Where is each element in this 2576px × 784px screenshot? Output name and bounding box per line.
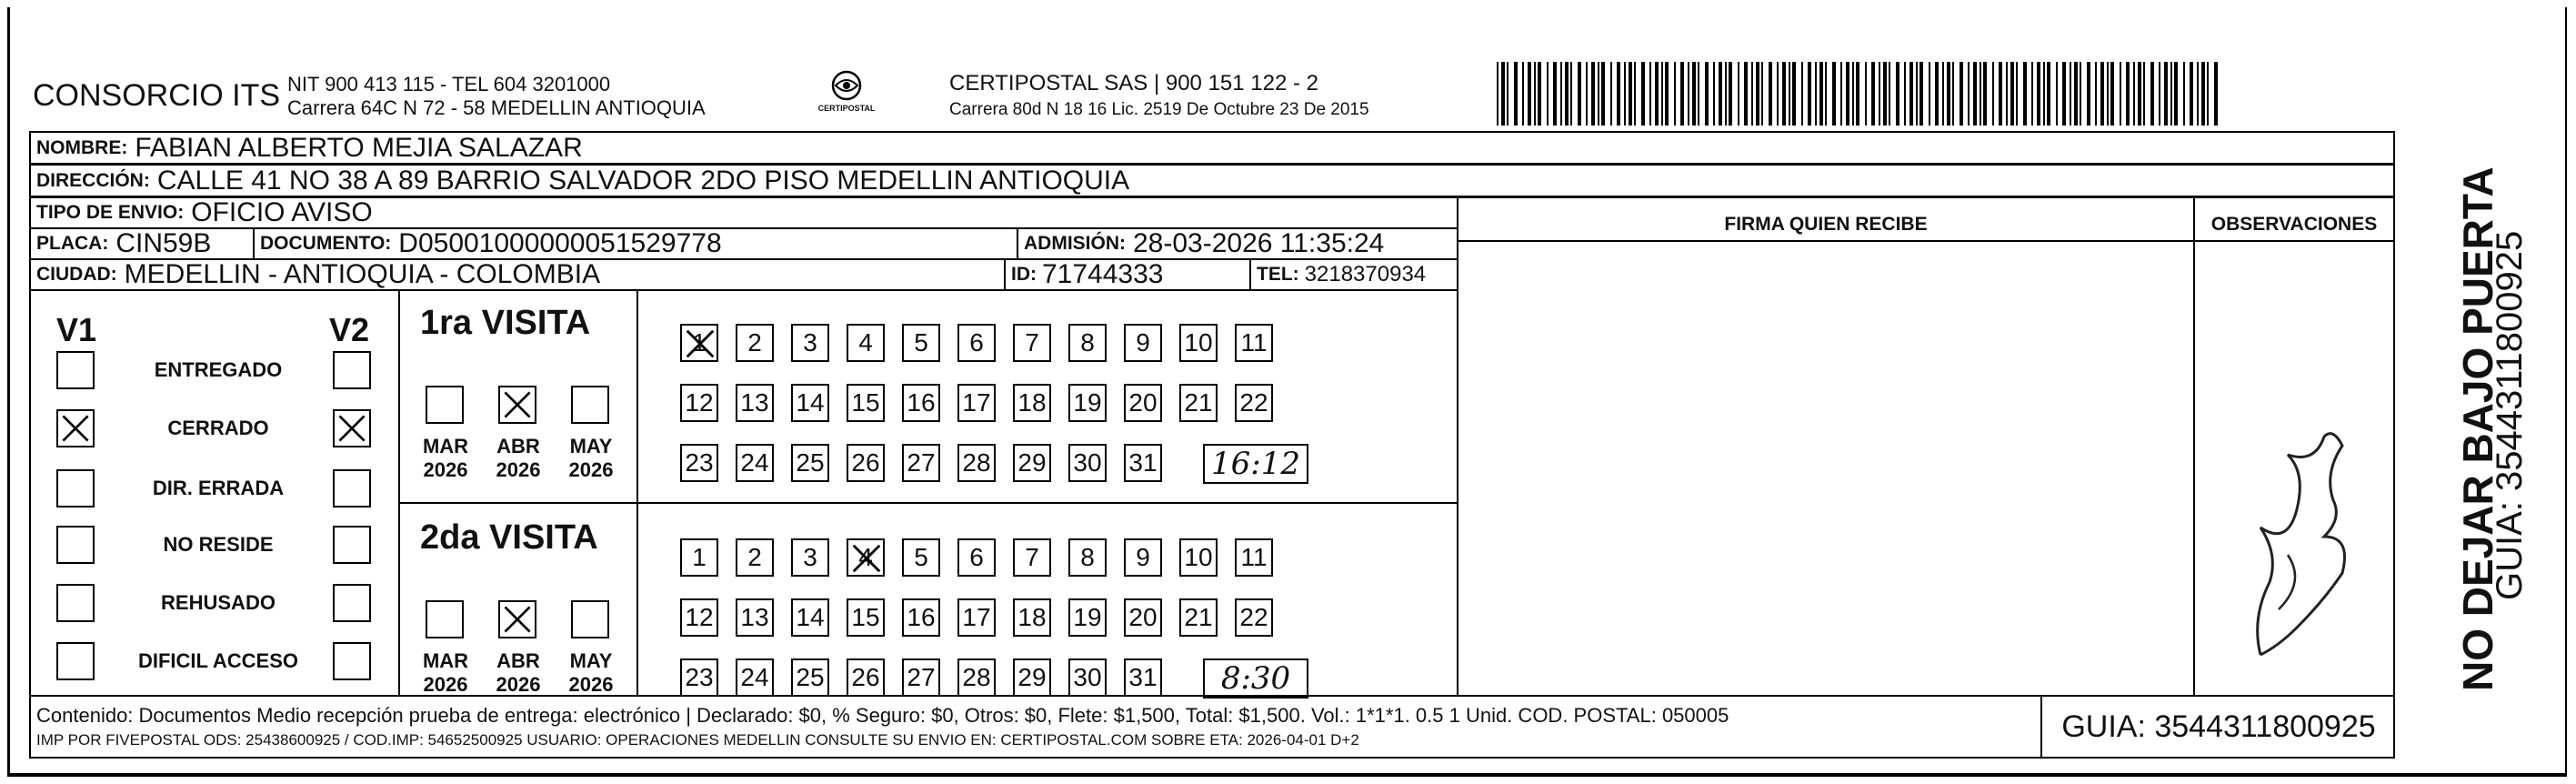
status-v1-checkbox[interactable] <box>56 526 95 564</box>
visits-column-divider <box>636 289 638 697</box>
barcode-bar <box>1999 62 2002 126</box>
month-checkbox[interactable] <box>426 600 464 638</box>
barcode-bar <box>2133 62 2135 126</box>
day-box[interactable]: 25 <box>791 444 829 482</box>
barcode-bar <box>1744 62 1748 126</box>
barcode-bar <box>1570 62 1572 126</box>
barcode-bar <box>1769 62 1772 126</box>
firma-label: FIRMA QUIEN RECIBE <box>1457 211 2195 242</box>
day-box[interactable]: 7 <box>1013 324 1051 362</box>
day-box[interactable]: 26 <box>847 444 885 482</box>
day-box[interactable]: 25 <box>791 658 829 697</box>
barcode-bar <box>1688 62 1689 126</box>
day-box[interactable]: 2 <box>736 538 774 577</box>
barcode-bar <box>1565 62 1569 126</box>
barcode-bar <box>1871 62 1875 126</box>
v2-label: V2 <box>329 311 370 348</box>
day-box[interactable]: 24 <box>736 658 774 697</box>
day-box[interactable]: 1 <box>680 324 718 362</box>
status-label: ENTREGADO <box>154 358 283 381</box>
barcode-bar <box>1832 62 1836 126</box>
barcode-bar <box>1968 62 1970 126</box>
barcode-bar <box>1952 62 1954 126</box>
day-box[interactable]: 8 <box>1068 324 1107 362</box>
handwritten-time: 16:12 <box>1203 444 1308 484</box>
company-name: CONSORCIO ITS <box>33 78 281 113</box>
month-checkbox[interactable] <box>498 600 536 638</box>
barcode-bar <box>2164 62 2168 126</box>
day-box[interactable]: 31 <box>1124 444 1162 482</box>
day-box[interactable]: 28 <box>957 658 996 697</box>
day-box[interactable]: 1 <box>680 538 718 577</box>
status-label: DIFICIL ACCESO <box>137 649 298 672</box>
barcode-bar <box>2150 62 2154 126</box>
status-v2-checkbox[interactable] <box>333 409 371 447</box>
month-year: 2026 <box>496 673 541 696</box>
day-box[interactable]: 5 <box>902 324 940 362</box>
barcode-bar <box>1983 62 1987 126</box>
barcode-bar <box>2047 62 2050 126</box>
barcode-bar <box>1586 62 1588 126</box>
month-name: MAR <box>422 649 469 672</box>
footer-line1: Contenido: Documentos Medio recepción prueba de entrega: electrónico | Declarado: $0, % Seguro: $0, Otros: $0, Flete: $1,500, Total: $1,500. Vol.: 1*1*1. 0.5 1 Unid. COD. POSTAL: 050005 <box>36 704 1729 727</box>
barcode-bar <box>1960 62 1963 126</box>
day-box[interactable]: 14 <box>791 598 829 637</box>
tel-value: 3218370934 <box>1304 262 1427 286</box>
barcode-bar <box>1929 62 1930 126</box>
footer-guia: GUIA: 3544311800925 <box>2040 695 2395 759</box>
month-checkbox[interactable] <box>571 386 609 424</box>
day-box[interactable]: 9 <box>1124 324 1162 362</box>
barcode-bar <box>1719 62 1722 126</box>
day-box[interactable]: 20 <box>1124 384 1162 422</box>
carrier-name: CERTIPOSTAL SAS | 900 151 122 - 2 <box>949 71 1318 95</box>
barcode-bar <box>1649 62 1651 126</box>
barcode-bar <box>1761 62 1763 126</box>
barcode-bar <box>2006 62 2008 126</box>
barcode-bar <box>2190 62 2193 126</box>
barcode-bar <box>1598 62 1599 126</box>
row-ciudad <box>29 258 1458 291</box>
barcode-bar <box>2201 62 2205 126</box>
day-box[interactable]: 27 <box>902 658 940 697</box>
day-box[interactable]: 17 <box>957 384 996 422</box>
day-box[interactable]: 22 <box>1235 598 1273 637</box>
status-v1-checkbox[interactable] <box>56 351 95 389</box>
barcode-bar <box>1514 62 1518 126</box>
row-placa <box>29 227 1458 260</box>
status-v1-checkbox[interactable] <box>56 469 95 508</box>
barcode-bar <box>1578 62 1581 126</box>
day-box[interactable]: 6 <box>957 324 996 362</box>
barcode-bar <box>1947 62 1950 126</box>
day-box[interactable]: 10 <box>1179 324 1218 362</box>
status-v2-checkbox[interactable] <box>333 351 371 389</box>
barcode-bar <box>1751 62 1753 126</box>
barcode-bar <box>1865 62 1867 126</box>
status-v2-checkbox[interactable] <box>333 584 371 622</box>
barcode-bar <box>1713 62 1715 126</box>
barcode-bar <box>2126 62 2130 126</box>
status-v2-checkbox[interactable] <box>333 526 371 564</box>
barcode-bar <box>2023 62 2027 126</box>
barcode-bar <box>2016 62 2018 126</box>
day-box[interactable]: 16 <box>902 598 940 637</box>
barcode-bar <box>2062 62 2066 126</box>
barcode-bar <box>1497 62 1498 126</box>
month-label <box>489 435 547 482</box>
barcode-bar <box>2080 62 2081 126</box>
day-box[interactable]: 9 <box>1124 538 1162 577</box>
status-v2-checkbox[interactable] <box>333 469 371 508</box>
barcode-bar <box>1819 62 1823 126</box>
barcode-bar <box>1680 62 1684 126</box>
certipostal-logo <box>806 67 887 120</box>
barcode-bar <box>2037 62 2040 126</box>
barcode-bar <box>1610 62 1612 126</box>
barcode-bar <box>1756 62 1759 126</box>
barcode-bar <box>2031 62 2033 126</box>
barcode-bar <box>1846 62 1849 126</box>
day-box[interactable]: 29 <box>1013 658 1051 697</box>
day-box[interactable]: 11 <box>1235 538 1273 577</box>
barcode-bar <box>1591 62 1595 126</box>
day-box[interactable]: 18 <box>1013 384 1051 422</box>
status-v1-checkbox[interactable] <box>56 584 95 622</box>
barcode-bar <box>2070 62 2071 126</box>
day-box[interactable]: 4 <box>847 324 885 362</box>
barcode-bar <box>1792 62 1796 126</box>
direccion-value: CALLE 41 NO 38 A 89 BARRIO SALVADOR 2DO PISO MEDELLIN ANTIOQUIA <box>156 166 1130 196</box>
day-box[interactable]: 7 <box>1013 538 1051 577</box>
day-box[interactable]: 16 <box>902 384 940 422</box>
barcode-bar <box>1624 62 1626 126</box>
barcode-bar <box>1825 62 1827 126</box>
admision-value: 28-03-2026 11:35:24 <box>1133 229 1385 258</box>
month-checkbox[interactable] <box>498 386 536 424</box>
status-label: REHUSADO <box>161 591 276 614</box>
barcode-bar <box>1629 62 1632 126</box>
v1-label: V1 <box>56 311 97 348</box>
row-direccion <box>29 164 2395 197</box>
barcode-bar <box>2056 62 2058 126</box>
day-box[interactable]: 15 <box>847 384 885 422</box>
id-value: 71744333 <box>1042 260 1164 289</box>
barcode-bar <box>1738 62 1739 126</box>
barcode-bar <box>1547 62 1549 126</box>
barcode-bar <box>2207 62 2209 126</box>
day-box[interactable]: 8 <box>1068 538 1107 577</box>
row-nombre <box>29 131 2395 165</box>
barcode-bar <box>2110 62 2114 126</box>
barcode-bar <box>1655 62 1659 126</box>
barcode-bar <box>1916 62 1918 126</box>
barcode-bar <box>1528 62 1531 126</box>
visit-title: 1ra VISITA <box>420 304 591 342</box>
documento-label: DOCUMENTO: <box>260 233 392 254</box>
month-checkbox[interactable] <box>571 600 609 638</box>
footer-line2: IMP POR FIVEPOSTAL ODS: 25438600925 / COD.IMP: 54652500925 USUARIO: OPERACIONES MEDELLIN CONSULTE SU ENVIO EN: CERTIPOSTAL.COM SOBRE ETA: 2026-04-01 D+2 <box>36 731 1359 749</box>
month-label <box>416 649 475 697</box>
documento-value: D05001000000051529778 <box>398 229 722 258</box>
barcode-bar <box>1879 62 1880 126</box>
barcode-bar <box>1782 62 1786 126</box>
month-name: MAR <box>422 435 469 457</box>
tel-label: TEL: <box>1257 264 1299 285</box>
admision-label: ADMISIÓN: <box>1024 233 1126 254</box>
barcode-bar <box>1725 62 1727 126</box>
barcode-bar <box>1617 62 1620 126</box>
tipo-label: TIPO DE ENVIO: <box>36 202 185 223</box>
ciudad-label: CIUDAD: <box>36 264 117 285</box>
day-box[interactable]: 4 <box>847 538 885 577</box>
barcode-bar <box>2143 62 2145 126</box>
day-box[interactable]: 2 <box>736 324 774 362</box>
barcode <box>1497 62 2224 130</box>
barcode-bar <box>1904 62 1906 126</box>
day-box[interactable]: 17 <box>957 598 996 637</box>
barcode-bar <box>2087 62 2090 126</box>
barcode-bar <box>1538 62 1541 126</box>
barcode-bar <box>2138 62 2141 126</box>
month-label <box>562 435 620 482</box>
barcode-bar <box>1889 62 1890 126</box>
handwritten-time: 8:30 <box>1203 658 1308 699</box>
day-box[interactable]: 18 <box>1013 598 1051 637</box>
day-box[interactable]: 3 <box>791 538 829 577</box>
barcode-bar <box>1560 62 1562 126</box>
firma-column <box>1457 196 2195 697</box>
day-box[interactable]: 22 <box>1235 384 1273 422</box>
barcode-bar <box>1942 62 1944 126</box>
month-name: ABR <box>496 649 540 672</box>
status-label: CERRADO <box>167 417 269 439</box>
day-box[interactable]: 5 <box>902 538 940 577</box>
barcode-bar <box>1534 62 1536 126</box>
barcode-bar <box>1634 62 1636 126</box>
status-label: DIR. ERRADA <box>152 477 285 499</box>
barcode-bar <box>1661 62 1663 126</box>
day-box[interactable]: 28 <box>957 444 996 482</box>
row-tipo <box>29 196 1458 229</box>
month-year: 2026 <box>568 673 614 696</box>
month-label <box>489 649 547 697</box>
day-box[interactable]: 19 <box>1068 384 1107 422</box>
barcode-bar <box>2043 62 2045 126</box>
barcode-bar <box>1501 62 1505 126</box>
barcode-bar <box>1856 62 1859 126</box>
day-box[interactable]: 14 <box>791 384 829 422</box>
barcode-bar <box>2107 62 2109 126</box>
month-name: MAY <box>569 435 613 457</box>
barcode-bar <box>1674 62 1676 126</box>
barcode-bar <box>2214 62 2218 126</box>
day-box[interactable]: 13 <box>736 598 774 637</box>
status-label: NO RESIDE <box>163 533 274 556</box>
day-box[interactable]: 6 <box>957 538 996 577</box>
month-label <box>416 435 475 482</box>
logo-text: CERTIPOSTAL <box>817 104 876 113</box>
month-year: 2026 <box>423 458 468 481</box>
id-label: ID: <box>1011 264 1037 285</box>
ciudad-value: MEDELLIN - ANTIOQUIA - COLOMBIA <box>124 260 601 289</box>
day-box[interactable]: 30 <box>1068 658 1107 697</box>
carrier-address: Carrera 80d N 18 16 Lic. 2519 De Octubre 23 De 2015 <box>949 100 1369 119</box>
observaciones-label: OBSERVACIONES <box>2193 211 2395 242</box>
placa-label: PLACA: <box>36 233 109 254</box>
barcode-bar <box>2010 62 2014 126</box>
side-guia: GUIA: 3544311800925 <box>2490 230 2530 600</box>
barcode-bar <box>1692 62 1696 126</box>
day-box[interactable]: 29 <box>1013 444 1051 482</box>
day-box[interactable]: 31 <box>1124 658 1162 697</box>
month-label <box>562 649 620 697</box>
status-v1-checkbox[interactable] <box>56 642 95 680</box>
barcode-bar <box>1909 62 1913 126</box>
barcode-bar <box>1980 62 1981 126</box>
barcode-bar <box>2159 62 2160 126</box>
barcode-bar <box>1840 62 1842 126</box>
day-box[interactable]: 19 <box>1068 598 1107 637</box>
day-box[interactable]: 27 <box>902 444 940 482</box>
month-year: 2026 <box>496 458 541 481</box>
direccion-label: DIRECCIÓN: <box>36 169 150 191</box>
month-year: 2026 <box>568 458 614 481</box>
barcode-bar <box>1801 62 1803 126</box>
barcode-bar <box>2074 62 2078 126</box>
barcode-bar <box>1553 62 1557 126</box>
company-nit: NIT 900 413 115 - TEL 604 3201000 <box>287 73 611 95</box>
side-warning: NO DEJAR BAJO PUERTA <box>2454 166 2501 691</box>
barcode-bar <box>1815 62 1817 126</box>
day-box[interactable]: 23 <box>680 444 718 482</box>
visits-divider <box>398 502 1458 504</box>
visit-title: 2da VISITA <box>420 518 598 557</box>
day-box[interactable]: 11 <box>1235 324 1273 362</box>
barcode-bar <box>2100 62 2104 126</box>
nombre-label: NOMBRE: <box>36 136 128 158</box>
barcode-bar <box>1789 62 1790 126</box>
barcode-bar <box>1852 62 1854 126</box>
nombre-value: FABIAN ALBERTO MEJIA SALAZAR <box>135 133 583 163</box>
barcode-bar <box>1973 62 1977 126</box>
barcode-bar <box>2170 62 2172 126</box>
day-box[interactable]: 15 <box>847 598 885 637</box>
barcode-bar <box>1729 62 1732 126</box>
barcode-bar <box>1883 62 1887 126</box>
day-box[interactable]: 24 <box>736 444 774 482</box>
barcode-bar <box>1896 62 1899 126</box>
day-box[interactable]: 30 <box>1068 444 1107 482</box>
barcode-bar <box>2174 62 2178 126</box>
barcode-bar <box>1777 62 1779 126</box>
month-name: MAY <box>569 649 613 672</box>
month-year: 2026 <box>423 673 468 696</box>
day-box[interactable]: 21 <box>1179 598 1218 637</box>
day-box[interactable]: 12 <box>680 384 718 422</box>
barcode-bar <box>1919 62 1923 126</box>
day-box[interactable]: 20 <box>1124 598 1162 637</box>
barcode-bar <box>1665 62 1669 126</box>
barcode-bar <box>2120 62 2121 126</box>
barcode-bar <box>1507 62 1509 126</box>
month-name: ABR <box>496 435 540 457</box>
status-v1-checkbox[interactable] <box>56 409 95 447</box>
barcode-bar <box>1705 62 1709 126</box>
barcode-bar <box>1935 62 1939 126</box>
day-box[interactable]: 26 <box>847 658 885 697</box>
tipo-value: OFICIO AVISO <box>191 198 373 227</box>
barcode-bar <box>2095 62 2097 126</box>
barcode-bar <box>1601 62 1605 126</box>
day-box[interactable]: 21 <box>1179 384 1218 422</box>
barcode-bar <box>2197 62 2199 126</box>
day-box[interactable]: 12 <box>680 598 718 637</box>
barcode-bar <box>1698 62 1699 126</box>
day-box[interactable]: 3 <box>791 324 829 362</box>
status-v2-checkbox[interactable] <box>333 642 371 680</box>
day-box[interactable]: 10 <box>1179 538 1218 577</box>
month-checkbox[interactable] <box>426 386 464 424</box>
signature <box>2233 400 2379 673</box>
placa-value: CIN59B <box>115 229 212 258</box>
company-address: Carrera 64C N 72 - 58 MEDELLIN ANTIOQUIA <box>287 96 706 119</box>
barcode-bar <box>2183 62 2185 126</box>
barcode-bar <box>1992 62 1994 126</box>
barcode-bar <box>1641 62 1645 126</box>
barcode-bar <box>1808 62 1811 126</box>
day-box[interactable]: 13 <box>736 384 774 422</box>
barcode-bar <box>1522 62 1524 126</box>
day-box[interactable]: 23 <box>680 658 718 697</box>
